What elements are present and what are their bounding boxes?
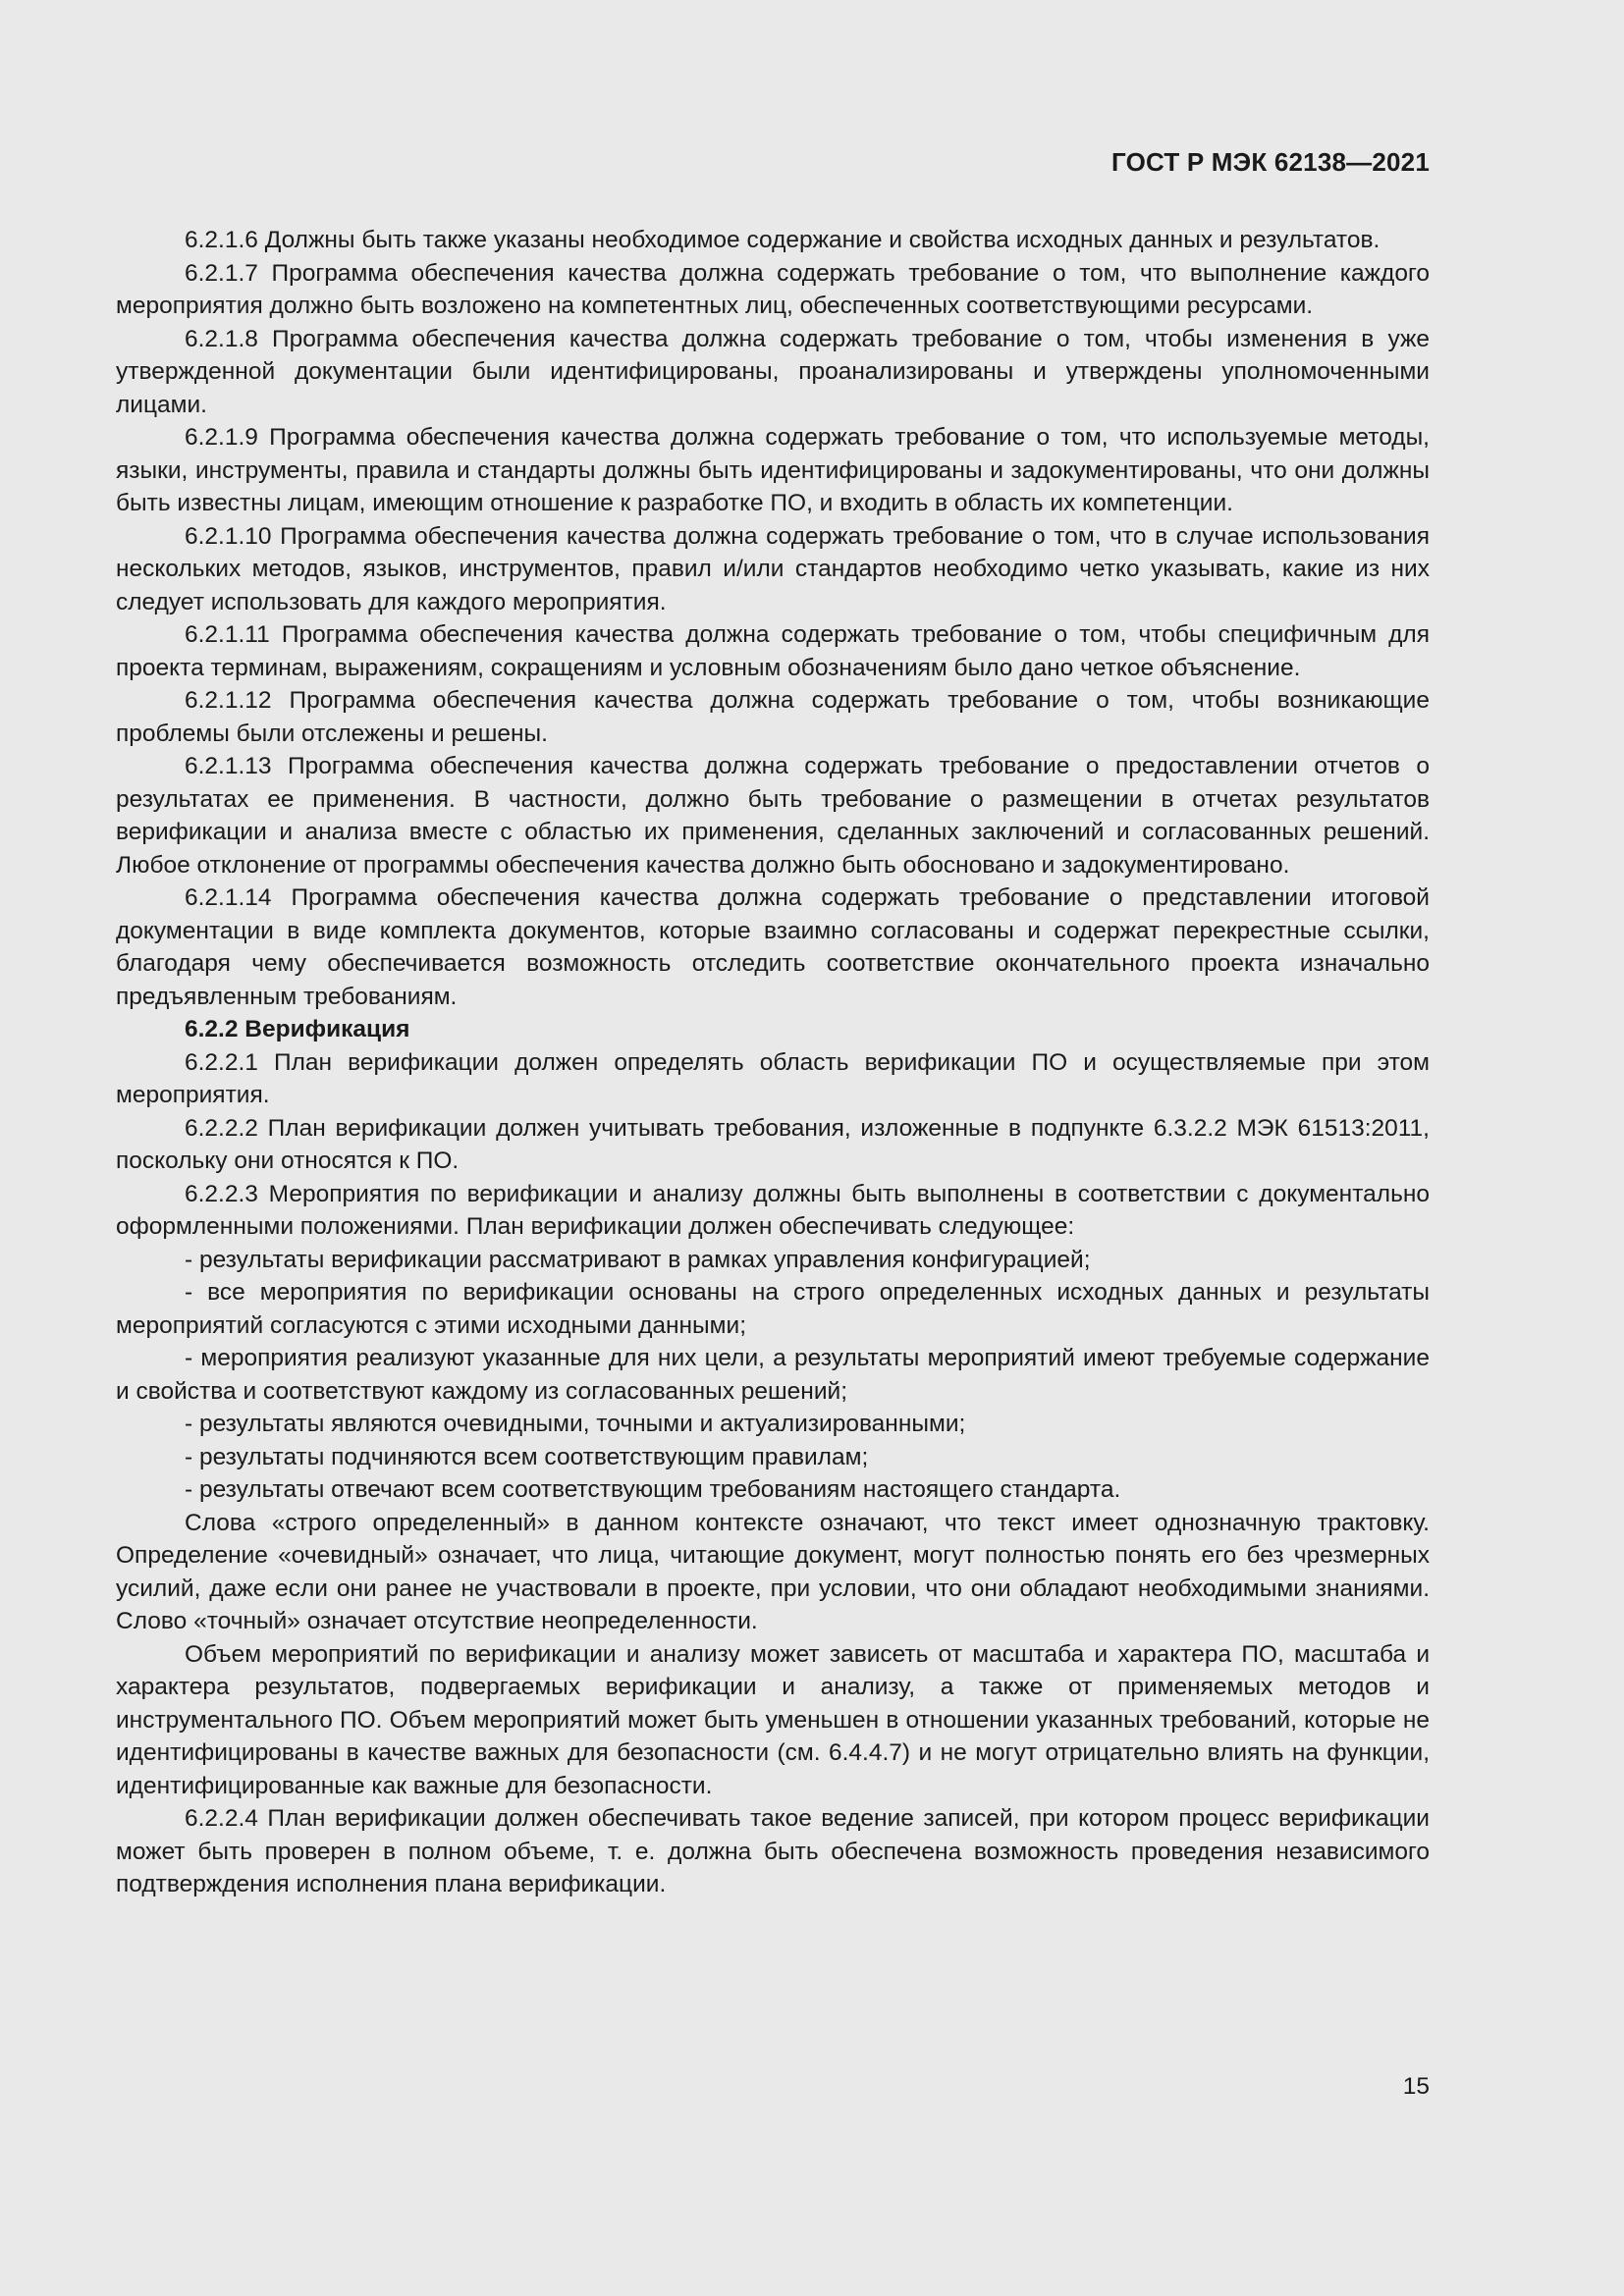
document-header: ГОСТ Р МЭК 62138—2021 [1110, 147, 1430, 177]
list-item: - результаты верификации рассматривают в рамках управления конфигурацией; [185, 1246, 1091, 1273]
list-item: - результаты являются очевидными, точными и актуализированными; [185, 1411, 966, 1437]
clause-6-2-1-14: 6.2.1.14 Программа обеспечения качества должна содержать требование о представлении итоговой документации в виде комплекта документов, которые взаимно согласованы и содержат перекрестные ссылки, благодаря чему обеспечивается возможность отследить соответствие окончательного проекта изначально предъявленным требованиям. [116, 884, 1430, 1010]
clause-6-2-2-3: 6.2.2.3 Мероприятия по верификации и анализу должны быть выполнены в соответствии с документально оформленными положениями. План верификации должен обеспечивать следующее: [116, 1180, 1430, 1240]
list-item: - все мероприятия по верификации основаны на строго определенных исходных данных и результаты мероприятий согласуются с этими исходными данными; [116, 1279, 1430, 1339]
document-body [116, 224, 1430, 1901]
list-item: - мероприятия реализуют указанные для них цели, а результаты мероприятий имеют требуемые содержание и свойства и соответствуют каждому из согласованных решений; [116, 1345, 1430, 1405]
clause-6-2-2-2: 6.2.2.2 План верификации должен учитывать требования, изложенные в подпункте 6.3.2.2 МЭК 61513:2011, поскольку они относятся к ПО. [116, 1114, 1430, 1174]
clause-6-2-1-7: 6.2.1.7 Программа обеспечения качества должна содержать требование о том, что выполнение каждого мероприятия должно быть возложено на компетентных лиц, обеспеченных соответствующими ресурсами. [116, 259, 1430, 319]
clause-6-2-1-13: 6.2.1.13 Программа обеспечения качества должна содержать требование о предоставлении отчетов о результатах ее применения. В частности, должно быть требование о размещении в отчетах результатов верификации и анализа вместе с областью их применения, сделанных заключений и согласованных решений. Любое отклонение от программы обеспечения качества должно быть обосновано и задокументировано. [116, 753, 1430, 879]
clause-6-2-1-8: 6.2.1.8 Программа обеспечения качества должна содержать требование о том, чтобы изменения в уже утвержденной документации были идентифицированы, проанализированы и утверждены уполномоченными лицами. [116, 325, 1430, 418]
list-item: - результаты подчиняются всем соответствующим правилам; [185, 1443, 869, 1470]
section-heading-verification: 6.2.2 Верификация [185, 1016, 410, 1042]
clause-6-2-1-6: 6.2.1.6 Должны быть также указаны необходимое содержание и свойства исходных данных и результатов. [185, 227, 1380, 253]
list-item: - результаты отвечают всем соответствующим требованиям настоящего стандарта. [185, 1476, 1121, 1503]
clause-6-2-2-1: 6.2.2.1 План верификации должен определять область верификации ПО и осуществляемые при этом мероприятия. [116, 1048, 1430, 1108]
clause-6-2-1-11: 6.2.1.11 Программа обеспечения качества должна содержать требование о том, чтобы специфичным для проекта терминам, выражениям, сокращениям и условным обозначениям было дано четкое объяснение. [116, 621, 1430, 681]
page-number: 15 [1402, 2073, 1430, 2100]
scope-paragraph: Объем мероприятий по верификации и анализу может зависеть от масштаба и характера ПО, масштаба и характера результатов, подвергаемых верификации и анализу, а также от применяемых методов и инструментального ПО. Объем мероприятий может быть уменьшен в отношении указанных требований, которые не идентифицированы в качестве важных для безопасности (см. 6.4.4.7) и не могут отрицательно влиять на функции, идентифицированные как важные для безопасности. [116, 1640, 1430, 1799]
clause-6-2-1-9: 6.2.1.9 Программа обеспечения качества должна содержать требование о том, что используемые методы, языки, инструменты, правила и стандарты должны быть идентифицированы и задокументированы, что они должны быть известны лицам, имеющим отношение к разработке ПО, и входить в область их компетенции. [116, 424, 1430, 516]
definitions-paragraph: Слова «строго определенный» в данном контексте означают, что текст имеет однозначную трактовку. Определение «очевидный» означает, что лица, читающие документ, могут полностью понять его без чрезмерных усилий, даже если они ранее не участвовали в проекте, при условии, что они обладают необходимыми знаниями. Слово «точный» означает отсутствие неопределенности. [116, 1509, 1430, 1634]
clause-6-2-2-4: 6.2.2.4 План верификации должен обеспечивать такое ведение записей, при котором процесс верификации может быть проверен в полном объеме, т. е. должна быть обеспечена возможность проведения независимого подтверждения исполнения плана верификации. [116, 1805, 1430, 1897]
clause-6-2-1-10: 6.2.1.10 Программа обеспечения качества должна содержать требование о том, что в случае использования нескольких методов, языков, инструментов, правил и/или стандартов необходимо четко указывать, какие из них следует использовать для каждого мероприятия. [116, 522, 1430, 615]
clause-6-2-1-12: 6.2.1.12 Программа обеспечения качества должна содержать требование о том, чтобы возникающие проблемы были отслежены и решены. [116, 687, 1430, 747]
